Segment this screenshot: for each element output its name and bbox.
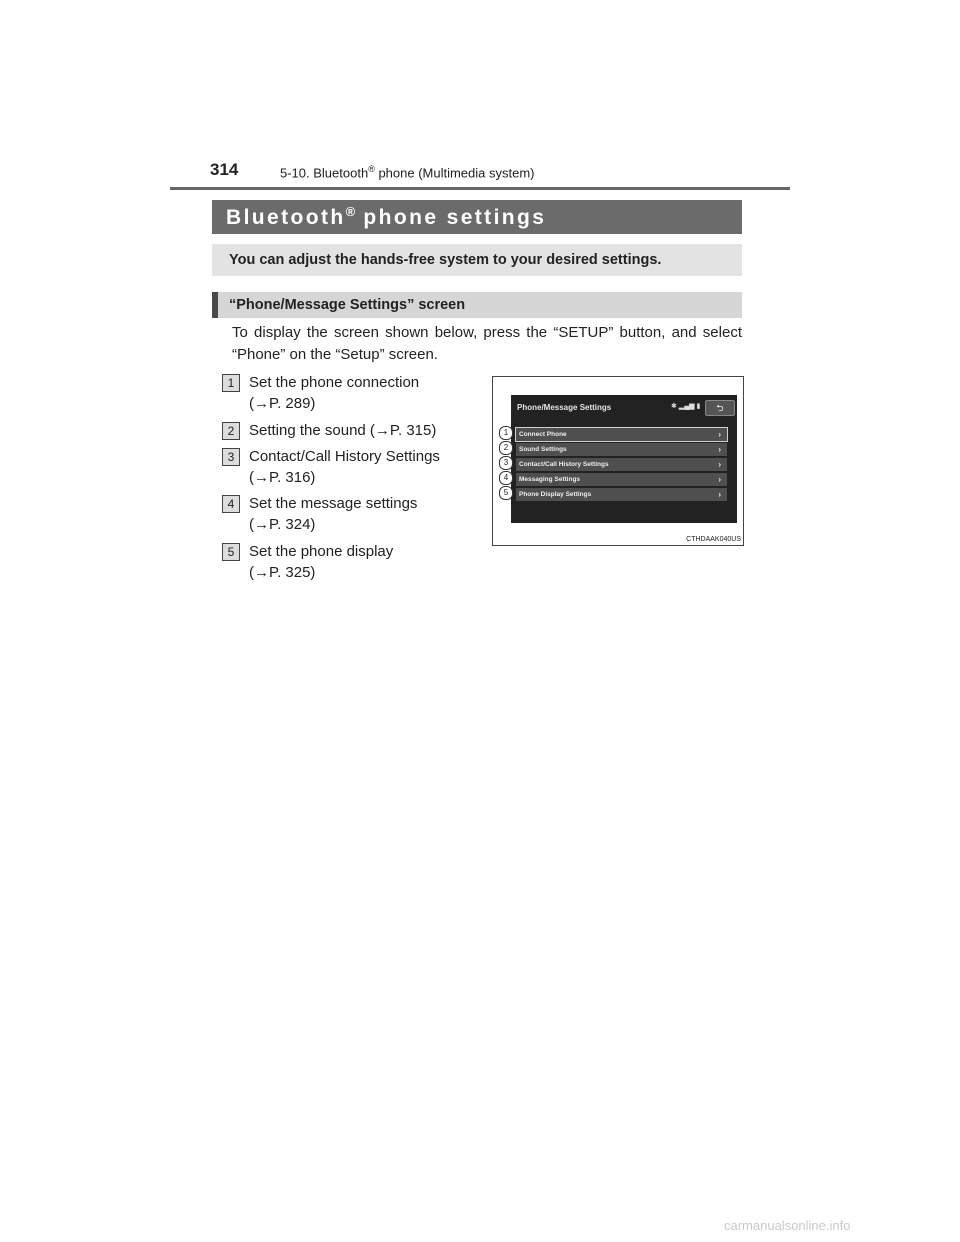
menu-item-contact-call-history[interactable]: Contact/Call History Settings › — [516, 458, 727, 471]
menu-item-sound-settings[interactable]: Sound Settings › — [516, 443, 727, 456]
menu-item-messaging-settings[interactable]: Messaging Settings › — [516, 473, 727, 486]
body-paragraph: To display the screen shown below, press the “SETUP” button, and select “Phone” on the “Setup” screen. — [232, 324, 742, 363]
callout-number: 2 — [499, 441, 513, 455]
item-page-ref: (→P. 316) — [249, 469, 316, 486]
page-title: Bluetooth® phone settings — [226, 204, 547, 229]
item-page-ref: (→P. 289) — [249, 395, 316, 412]
multimedia-screen — [511, 395, 737, 523]
chevron-right-icon: › — [718, 430, 721, 439]
item-text: Contact/Call History Settings (→P. 316) — [249, 446, 464, 488]
screen-title: Phone/Message Settings — [517, 403, 612, 412]
back-icon[interactable]: ⮌ — [705, 400, 735, 416]
screen-figure — [492, 376, 744, 546]
watermark: carmanualsonline.info — [724, 1218, 851, 1233]
item-text: Set the phone connection (→P. 289) — [249, 372, 464, 414]
item-number: 3 — [222, 448, 240, 466]
item-number: 5 — [222, 543, 240, 561]
item-number: 1 — [222, 374, 240, 392]
callout-number: 3 — [499, 456, 513, 470]
item-text: Set the message settings (→P. 324) — [249, 493, 464, 535]
callout-number: 1 — [499, 426, 513, 440]
item-number: 2 — [222, 422, 240, 440]
intro-text: You can adjust the hands-free system to your desired settings. — [229, 252, 662, 268]
callout-number: 4 — [499, 471, 513, 485]
subheading-bar — [212, 292, 742, 318]
item-page-ref: (→P. 325) — [249, 564, 316, 581]
chevron-right-icon: › — [718, 490, 721, 499]
subheading: “Phone/Message Settings” screen — [229, 297, 466, 313]
item-page-ref: (→P. 324) — [249, 516, 316, 533]
callout-number: 5 — [499, 486, 513, 500]
chevron-right-icon: › — [718, 475, 721, 484]
page-number: 314 — [210, 160, 239, 179]
menu-item-phone-display-settings[interactable]: Phone Display Settings › — [516, 488, 727, 501]
chevron-right-icon: › — [718, 445, 721, 454]
status-icons: ✱ ▂▄▆ ▮ — [671, 403, 701, 410]
page-title-bar — [212, 200, 742, 234]
intro-box — [212, 244, 742, 276]
chevron-right-icon: › — [718, 460, 721, 469]
item-text: Set the phone display (→P. 325) — [249, 541, 464, 583]
section-title: 5-10. Bluetooth® phone (Multimedia system) — [280, 164, 535, 181]
item-text: Setting the sound (→P. 315) — [249, 422, 437, 439]
page-header — [170, 160, 790, 190]
subheading-accent — [212, 292, 218, 318]
header-rule — [170, 187, 790, 190]
menu-item-connect-phone[interactable]: Connect Phone › — [516, 428, 727, 441]
item-number: 4 — [222, 495, 240, 513]
figure-code: CTHDAAK040US — [686, 536, 741, 543]
